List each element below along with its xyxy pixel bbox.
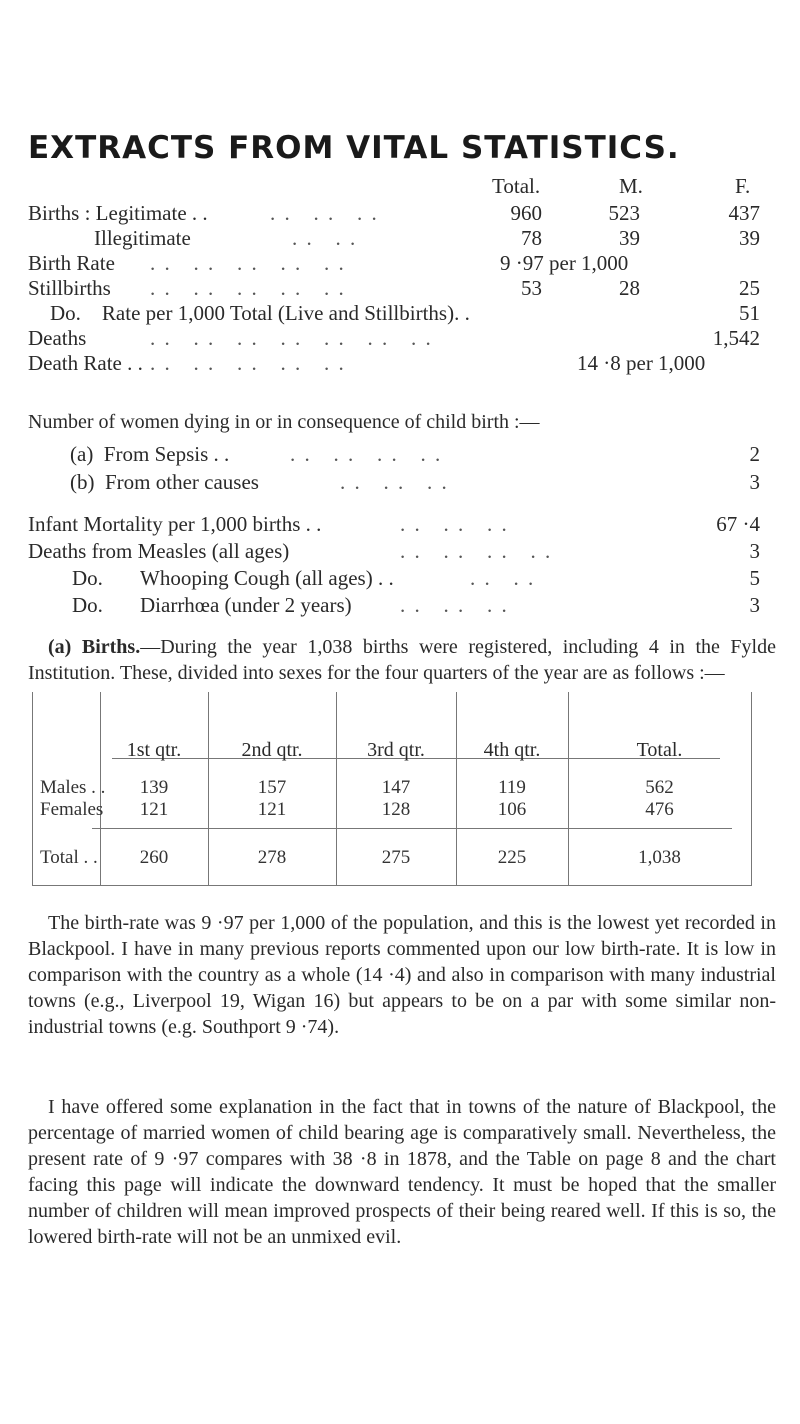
dot-leader: . . . . . . . . . . . . . . [150, 326, 433, 350]
explanation-paragraph: I have offered some explanation in the fact that in towns of the nature of Blackpool, the percentage of married women of child bearing age is comparatively small. Nevertheless, the present rate of 9 ·97 compares with 38 ·8 in 1878, and the Table on page 8 and the chart facing this page will indicate the downward tendency. It must be hoped that the smaller number of children will mean improved prospects of their being reared well. If this is so, the lowered birth-rate will not be an unmixed evil. [28, 1096, 776, 1248]
births-heading: (a) Births. [48, 636, 141, 658]
header-f: F. [735, 174, 751, 198]
whooping-value: 5 [749, 566, 760, 590]
dot-leader: . . . . . . . . . . [150, 351, 346, 375]
stillbirths-label: Stillbirths [28, 276, 111, 300]
birth-rate-value: 9 ·97 per 1,000 [500, 251, 629, 275]
col-header-q3: 3rd qtr. [367, 739, 425, 761]
dot-leader: . . . . . . [400, 512, 509, 536]
death-rate-label: Death Rate . . [28, 351, 143, 375]
birth-rate-label: Birth Rate [28, 251, 115, 275]
table-cell: 476 [645, 799, 674, 820]
dot-leader: . . . . [470, 566, 536, 590]
dot-leader: . . . . . . [400, 593, 509, 617]
table-cell: 225 [497, 847, 527, 868]
births-text: —During the year 1,038 births were registered, including 4 in the Fylde Institution. These, divided into sexes for the four quarters of the year are as follows :— [28, 636, 776, 684]
births-legit-m: 523 [608, 201, 640, 225]
maternal-intro: Number of women dying in or in consequence of child birth :— [28, 411, 540, 433]
births-legit-total: 960 [510, 201, 542, 225]
births-paragraph [28, 634, 776, 686]
table-cell: 139 [139, 777, 169, 798]
table-cell: 157 [257, 777, 287, 798]
table-cell: 119 [498, 777, 526, 798]
rule [32, 692, 33, 885]
table-cell: 278 [257, 847, 287, 868]
table-cell: 106 [497, 799, 527, 820]
measles-value: 3 [749, 539, 760, 563]
diarrhoea-value: 3 [749, 593, 760, 617]
whooping-label: Whooping Cough (all ages) . . [140, 566, 394, 590]
dot-leader: . . . . . . . . . . [150, 251, 346, 275]
measles-label: Deaths from Measles (all ages) [28, 539, 290, 563]
col-header-q2: 2nd qtr. [241, 739, 303, 761]
births-legit-label: Births : Legitimate . . [28, 201, 208, 225]
dot-leader: . . . . . . . . [400, 539, 553, 563]
infant-mortality-label: Infant Mortality per 1,000 births . . [28, 512, 322, 536]
dot-leader: . . . . . . [270, 201, 379, 225]
table-cell: 1,038 [638, 847, 681, 868]
row-label-females: Females [40, 799, 104, 820]
dot-leader: . . . . [292, 226, 358, 250]
diarrhoea-label: Diarrhœa (under 2 years) [140, 593, 352, 617]
dot-leader: . . . . . . . . . . [150, 276, 346, 300]
whooping-prefix: Do. [72, 566, 103, 590]
illegit-m: 39 [619, 226, 640, 250]
infant-mortality-value: 67 ·4 [716, 512, 760, 536]
deaths-label: Deaths [28, 326, 87, 350]
rule [751, 692, 752, 885]
table-cell: 147 [381, 777, 411, 798]
col-header-total: Total. [636, 739, 683, 761]
dot-leader: . . . . . . [340, 470, 449, 494]
table-cell: 121 [257, 799, 287, 820]
table-cell: 275 [381, 847, 411, 868]
table-cell: 260 [139, 847, 169, 868]
death-rate-value: 14 ·8 per 1,000 [577, 351, 706, 375]
illegit-total: 78 [521, 226, 542, 250]
header-m: M. [619, 174, 643, 198]
table-cell: 562 [645, 777, 674, 798]
rule [92, 828, 732, 829]
deaths-value: 1,542 [712, 326, 760, 350]
illegit-label: Illegitimate [94, 226, 191, 250]
col-header-q1: 1st qtr. [126, 739, 182, 761]
diarrhoea-prefix: Do. [72, 593, 103, 617]
rule [32, 885, 752, 886]
still-rate-label: Do. Rate per 1,000 Total (Live and Stillbirths). . [50, 301, 470, 325]
other-causes-value: 3 [749, 470, 760, 494]
stillbirths-m: 28 [619, 276, 640, 300]
illegit-f: 39 [739, 226, 760, 250]
other-causes-label: (b) From other causes [70, 470, 259, 494]
table-cell: 128 [381, 799, 411, 820]
quarterly-births-table [32, 692, 752, 886]
sepsis-value: 2 [749, 442, 760, 466]
birth-rate-paragraph: The birth-rate was 9 ·97 per 1,000 of the population, and this is the lowest yet recorded in Blackpool. I have in many previous reports commented upon our low birth-rate. It is low in comparison with the country as a whole (14 ·4) and also in comparison with many industrial towns (e.g., Liverpool 19, Wigan 16) but appears to be on a par with some similar non-industrial towns (e.g. Southport 9 ·74). [28, 912, 776, 1038]
row-label-males: Males . . [40, 777, 106, 798]
still-rate-value: 51 [739, 301, 760, 325]
sepsis-label: (a) From Sepsis . . [70, 442, 230, 466]
page-title: EXTRACTS FROM VITAL STATISTICS. [28, 130, 680, 166]
births-legit-f: 437 [728, 201, 760, 225]
table-cell: 121 [139, 799, 169, 820]
stillbirths-total: 53 [521, 276, 542, 300]
row-label-total: Total . . [40, 847, 98, 868]
stillbirths-f: 25 [739, 276, 760, 300]
dot-leader: . . . . . . . . [290, 442, 443, 466]
col-header-q4: 4th qtr. [483, 739, 541, 761]
header-total: Total. [492, 174, 541, 198]
